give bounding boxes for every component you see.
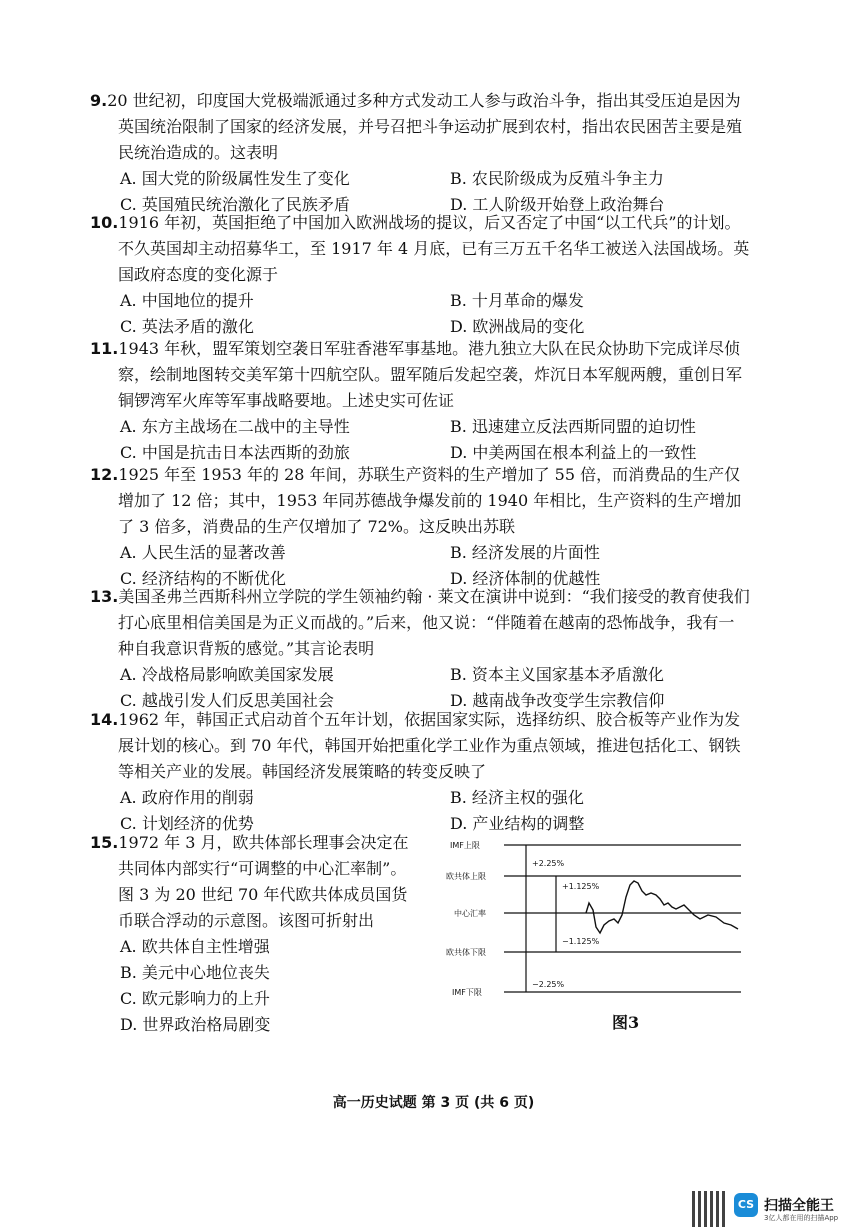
label-center-rate: 中心汇率	[454, 909, 486, 918]
question-stem: 1962 年，韩国正式启动首个五年计划，依据国家实际，选择纺织、胶合板等产业作为发展计划的核心。到 70 年代，韩国开始把重化学工业作为重点领域，推进包括化工、钢铁等相关产业的发展。韩国经济发展策略的转变反映了	[118, 710, 741, 781]
question-14	[90, 707, 750, 837]
option-a: A. 冷战格局影响欧美国家发展	[120, 665, 334, 684]
label-ec-lower: 欧共体下限	[446, 948, 486, 957]
label-plus-1-125: +1.125%	[562, 882, 600, 891]
option-d: D. 经济体制的优越性	[450, 569, 601, 588]
option-c: C. 计划经济的优势	[120, 814, 254, 833]
question-number: 11.	[90, 339, 119, 358]
option-b: B. 美元中心地位丧失	[120, 963, 270, 982]
option-c: C. 越战引发人们反思美国社会	[120, 691, 334, 710]
option-d: D. 产业结构的调整	[450, 814, 585, 833]
option-b: B. 资本主义国家基本矛盾激化	[450, 665, 664, 684]
question-number: 10.	[90, 213, 119, 232]
question-number: 14.	[90, 710, 119, 729]
option-list	[90, 288, 750, 340]
figure-caption: 图3	[612, 1013, 640, 1032]
qr-code-icon	[692, 1191, 728, 1227]
option-b: B. 农民阶级成为反殖斗争主力	[450, 169, 664, 188]
option-a: A. 欧共体自主性增强	[120, 937, 270, 956]
label-minus-1-125: −1.125%	[562, 937, 600, 946]
label-imf-upper: IMF上限	[450, 841, 480, 850]
option-b: B. 迅速建立反法西斯同盟的迫切性	[450, 417, 696, 436]
label-plus-2-25: +2.25%	[532, 859, 565, 868]
option-d: D. 越南战争改变学生宗教信仰	[450, 691, 665, 710]
option-d: D. 工人阶级开始登上政治舞台	[450, 195, 665, 214]
option-a: A. 东方主战场在二战中的主导性	[120, 417, 350, 436]
question-12	[90, 462, 750, 592]
option-b: B. 经济主权的强化	[450, 788, 584, 807]
option-c: C. 经济结构的不断优化	[120, 569, 286, 588]
question-stem: 20 世纪初，印度国大党极端派通过多种方式发动工人参与政治斗争，指出其受压迫是因为英国统治限制了国家的经济发展，并号召把斗争运动扩展到农村，指出农民困苦主要是殖民统治造成的。这表明	[107, 91, 743, 162]
option-b: B. 十月革命的爆发	[450, 291, 584, 310]
option-c: C. 英法矛盾的激化	[120, 317, 254, 336]
question-number: 12.	[90, 465, 119, 484]
question-15	[90, 830, 420, 1038]
question-10	[90, 210, 750, 340]
option-d: D. 世界政治格局剧变	[120, 1015, 271, 1034]
question-13	[90, 584, 750, 714]
label-ec-upper: 欧共体上限	[446, 872, 486, 881]
question-number: 15.	[90, 833, 119, 852]
figure-3-exchange-rate-diagram	[446, 835, 746, 1010]
option-c: C. 中国是抗击日本法西斯的劲旅	[120, 443, 350, 462]
option-d: D. 中美两国在根本利益上的一致性	[450, 443, 697, 462]
option-a: A. 中国地位的提升	[120, 291, 254, 310]
question-number: 9.	[90, 91, 108, 110]
question-stem: 1972 年 3 月，欧共体部长理事会决定在共同体内部实行“可调整的中心汇率制”。图 3 为 20 世纪 70 年代欧共体成员国货币联合浮动的示意图。该图可折射出	[118, 833, 409, 930]
option-a: A. 政府作用的削弱	[120, 788, 254, 807]
label-imf-lower: IMF下限	[452, 988, 482, 997]
label-minus-2-25: −2.25%	[532, 980, 565, 989]
question-9	[90, 88, 750, 218]
camscanner-logo-icon: CS	[734, 1193, 758, 1217]
option-b: B. 经济发展的片面性	[450, 543, 600, 562]
option-list	[90, 934, 420, 1038]
option-a: A. 人民生活的显著改善	[120, 543, 286, 562]
option-c: C. 英国殖民统治激化了民族矛盾	[120, 195, 350, 214]
question-stem: 美国圣弗兰西斯科州立学院的学生领袖约翰 · 莱文在演讲中说到：“我们接受的教育使我们打心底里相信美国是为正义而战的。”后来，他又说：“伴随着在越南的恐怖战争，我有一种自我意识背叛的感觉。”其言论表明	[118, 587, 750, 658]
question-stem: 1943 年秋，盟军策划空袭日军驻香港军事基地。港九独立大队在民众协助下完成详尽侦察，绘制地图转交美军第十四航空队。盟军随后发起空袭，炸沉日本军舰两艘，重创日军铜锣湾军火库等军事战略要地。上述史实可佐证	[118, 339, 743, 410]
option-a: A. 国大党的阶级属性发生了变化	[120, 169, 350, 188]
option-d: D. 欧洲战局的变化	[450, 317, 585, 336]
scanner-tagline: 3亿人都在用的扫描App	[764, 1214, 839, 1222]
question-stem: 1916 年初，英国拒绝了中国加入欧洲战场的提议，后又否定了中国“以工代兵”的计划。不久英国却主动招募华工，至 1917 年 4 月底，已有三万五千名华工被送入法国战场。英国政府态度的变化源于	[118, 213, 750, 284]
currency-float-curve	[586, 881, 738, 933]
question-stem: 1925 年至 1953 年的 28 年间，苏联生产资料的生产增加了 55 倍，而消费品的生产仅增加了 12 倍；其中，1953 年同苏德战争爆发前的 1940 年相比，生产资料的生产增加了 3 倍多，消费品的生产仅增加了 72%。这反映出苏联	[118, 465, 742, 536]
option-c: C. 欧元影响力的上升	[120, 989, 270, 1008]
question-number: 13.	[90, 587, 119, 606]
scanner-brand: 扫描全能王	[764, 1198, 834, 1214]
option-list	[90, 414, 750, 466]
page-footer: 高一历史试题 第 3 页 (共 6 页)	[332, 1095, 535, 1111]
question-11	[90, 336, 750, 466]
scanner-watermark	[692, 1197, 852, 1225]
